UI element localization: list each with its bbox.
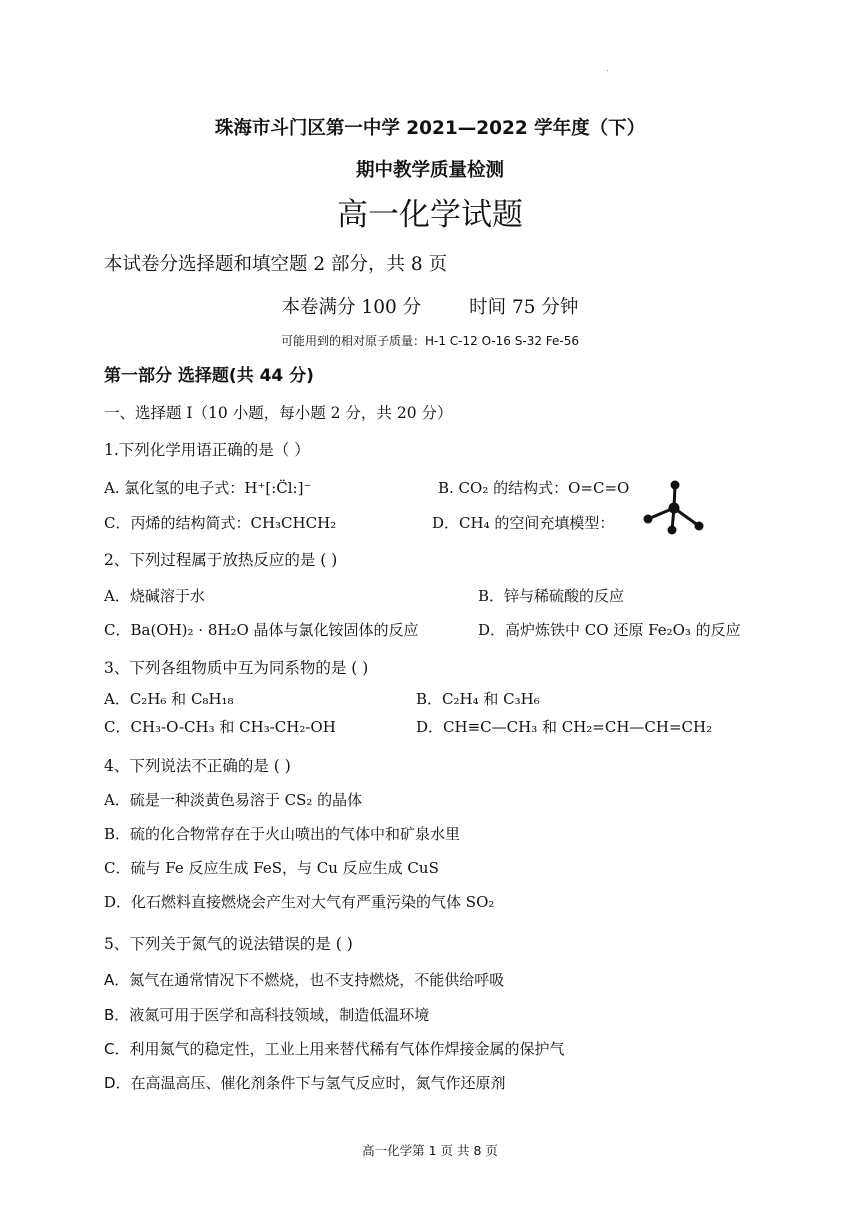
page-footer: 高一化学第 1 页 共 8 页: [362, 1143, 498, 1158]
section-title: 第一部分 选择题(共 44 分): [104, 366, 314, 386]
question-1-option-a: A. 氯化氢的电子式：H⁺[:C̈l:]⁻: [104, 479, 312, 497]
question-4-option-c: C．硫与 Fe 反应生成 FeS，与 Cu 反应生成 CuS: [104, 859, 439, 877]
question-2-option-a: A．烧碱溶于水: [104, 587, 205, 605]
question-5-option-b: B．液氮可用于医学和高科技领域，制造低温环境: [104, 1006, 430, 1024]
question-3-option-d: D．CH≡C—CH₃ 和 CH₂=CH—CH=CH₂: [416, 718, 713, 736]
question-1-option-d: D．CH₄ 的空间充填模型：: [432, 514, 615, 532]
exam-time: 时间 75 分钟: [469, 297, 579, 318]
scan-speck: [607, 70, 608, 71]
question-3-stem: 3、下列各组物质中互为同系物的是 ( ): [104, 659, 369, 677]
question-5-stem: 5、下列关于氮气的说法错误的是 ( ): [104, 935, 353, 953]
question-2-option-b: B．锌与稀硫酸的反应: [478, 587, 625, 605]
question-4-option-b: B．硫的化合物常存在于火山喷出的气体中和矿泉水里: [104, 825, 461, 843]
question-1-option-c: C．丙烯的结构简式：CH₃CHCH₂: [104, 514, 337, 532]
score-time-line: [0, 297, 860, 319]
paper-intro: 本试卷分选择题和填空题 2 部分，共 8 页: [104, 254, 448, 275]
question-3-option-c: C．CH₃-O-CH₃ 和 CH₃-CH₂-OH: [104, 718, 336, 736]
question-2-stem: 2、下列过程属于放热反应的是 ( ): [104, 551, 338, 569]
question-4-option-d: D．化石燃料直接燃烧会产生对大气有严重污染的气体 SO₂: [104, 893, 495, 911]
question-2-option-c: C．Ba(OH)₂ · 8H₂O 晶体与氯化铵固体的反应: [104, 621, 419, 639]
question-2-option-d: D．高炉炼铁中 CO 还原 Fe₂O₃ 的反应: [478, 621, 741, 639]
full-score: 本卷满分 100 分: [281, 297, 422, 318]
question-3-option-a: A．C₂H₆ 和 C₈H₁₈: [104, 690, 234, 708]
school-title: 珠海市斗门区第一中学 2021—2022 学年度（下）: [214, 118, 646, 139]
question-5-option-c: C．利用氮气的稳定性，工业上用来替代稀有气体作焊接金属的保护气: [104, 1040, 565, 1058]
question-4-option-a: A．硫是一种淡黄色易溶于 CS₂ 的晶体: [104, 791, 363, 809]
question-5-option-d: D．在高温高压、催化剂条件下与氢气反应时，氮气作还原剂: [104, 1074, 506, 1092]
atomic-masses: 可能用到的相对原子质量：H-1 C-12 O-16 S-32 Fe-56: [280, 334, 580, 348]
question-3-option-b: B．C₂H₄ 和 C₃H₆: [416, 690, 540, 708]
question-1-stem: 1.下列化学用语正确的是（ ）: [104, 441, 310, 459]
subject-title: 高一化学试题: [337, 197, 523, 233]
question-1-option-b: B. CO₂ 的结构式：O=C=O: [438, 479, 630, 497]
question-5-option-a: A．氮气在通常情况下不燃烧，也不支持燃烧，不能供给呼吸: [104, 971, 505, 989]
question-4-stem: 4、下列说法不正确的是 ( ): [104, 757, 291, 775]
exam-title: 期中教学质量检测: [355, 160, 504, 181]
methane-ball-stick-model-icon: [640, 478, 712, 540]
section-subtitle: 一、选择题 I（10 小题，每小题 2 分，共 20 分）: [104, 404, 453, 422]
